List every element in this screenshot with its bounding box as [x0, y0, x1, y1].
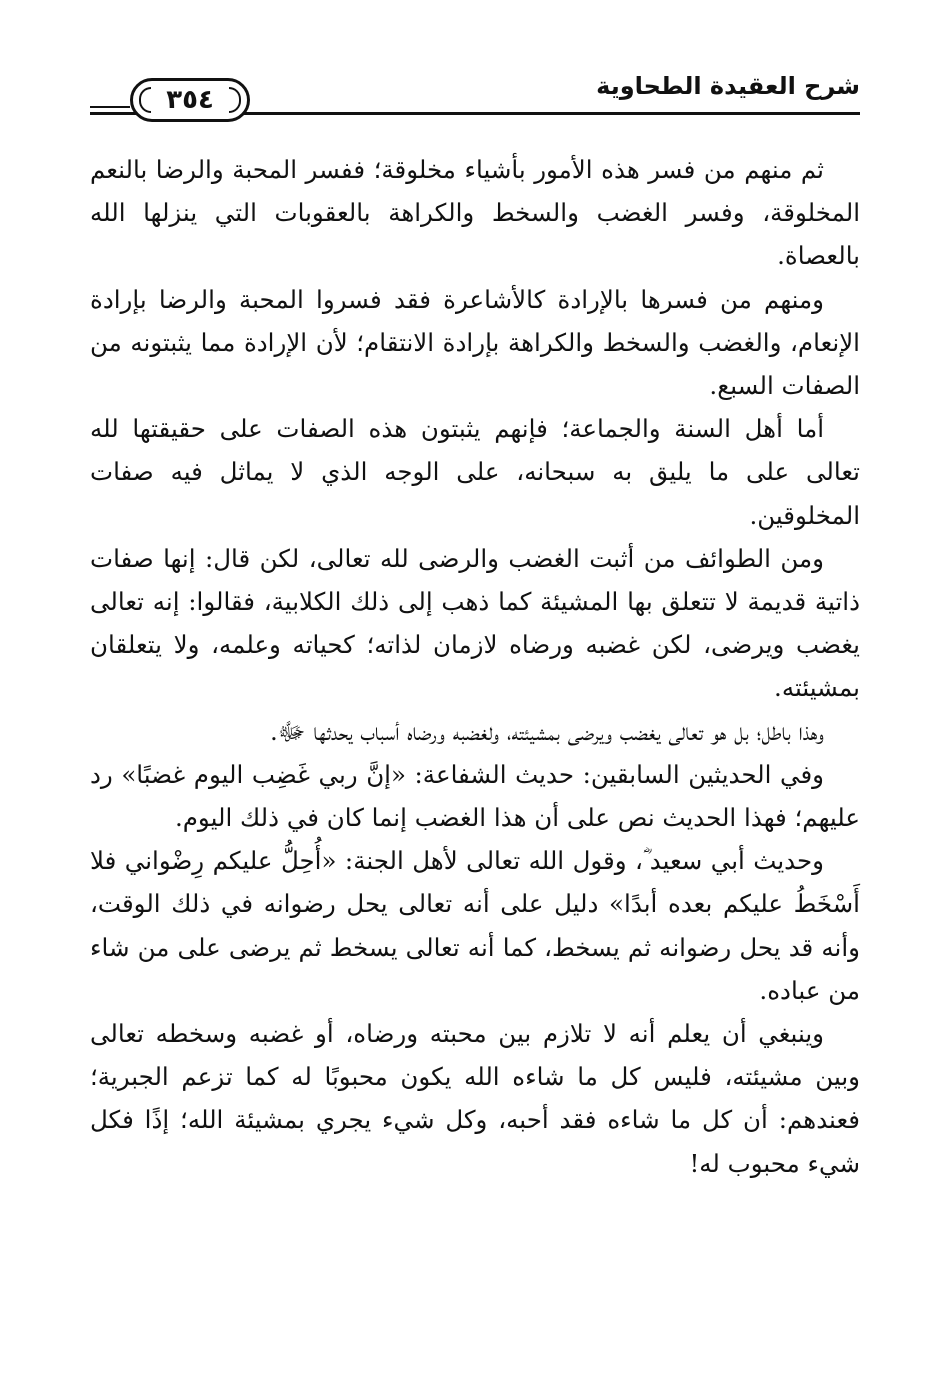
paragraph: وفي الحديثين السابقين: حديث الشفاعة: «إنَّ ربي غَضِب اليوم غضبًا» رد عليهم؛ فهذا الحديث نص على أن هذا الغضب إنما كان في ذلك اليوم.	[90, 759, 860, 833]
body-text	[90, 148, 860, 1185]
header-rule-short	[90, 106, 130, 108]
paragraph: ومنهم من فسرها بالإرادة كالأشاعرة فقد فسروا المحبة والرضا بإرادة الإنعام، والغضب والسخط والكراهة بإرادة الانتقام؛ لأن الإرادة مما يثبتونه من الصفات السبع.	[90, 284, 860, 401]
paragraph: أما أهل السنة والجماعة؛ فإنهم يثبتون هذه الصفات على حقيقتها لله تعالى على ما يليق به سبحانه، على الوجه الذي لا يماثل فيه صفات المخلوقين.	[90, 414, 860, 530]
paragraph: ثم منهم من فسر هذه الأمور بأشياء مخلوقة؛ ففسر المحبة والرضا بالنعم المخلوقة، وفسر الغضب والسخط والكراهة بالعقوبات التي ينزلها الله بالعصاة.	[90, 155, 860, 271]
paragraph: وحديث أبي سعيد ؓ، وقول الله تعالى لأهل الجنة: «أُحِلُّ عليكم رِضْواني فلا أَسْخَطُ عليكم بعده أبدًا» دليل على أنه تعالى يحل رضوانه في ذلك الوقت، وأنه قد يحل رضوانه ثم يسخط، كما أنه تعالى يسخط ثم يرضى على من شاء من عباده.	[90, 846, 860, 1005]
paragraph: ومن الطوائف من أثبت الغضب والرضى لله تعالى، لكن قال: إنها صفات ذاتية قديمة لا تتعلق بها المشيئة كما ذهب إلى ذلك الكلابية، فقالوا: إنه تعالى يغضب ويرضى، لكن غضبه ورضاه لازمان لذاته؛ كحياته وعلمه، ولا يتعلقان بمشيئته.	[90, 543, 860, 703]
paragraph: وينبغي أن يعلم أنه لا تلازم بين محبته ورضاه، أو غضبه وسخطه تعالى وبين مشيئته، فليس كل ما شاءه الله يكون محبوبًا له كما تزعم الجبرية؛ فعندهم: أن كل ما شاءه فقد أحبه، وكل شيء يجري بمشيئة الله؛ إذًا فكل شيء محبوب له!	[90, 1019, 860, 1178]
book-title: شرح العقيدة الطحاوية	[596, 72, 860, 100]
page-number: ٣٥٤	[166, 85, 214, 115]
page-header	[90, 62, 860, 132]
paragraph: وهذا باطل؛ بل هو تعالى يغضب ويرضى بمشيئته، ولغضبه ورضاه أسباب يحدثها ﷻ.	[270, 716, 824, 746]
page-number-ornament	[130, 78, 250, 122]
